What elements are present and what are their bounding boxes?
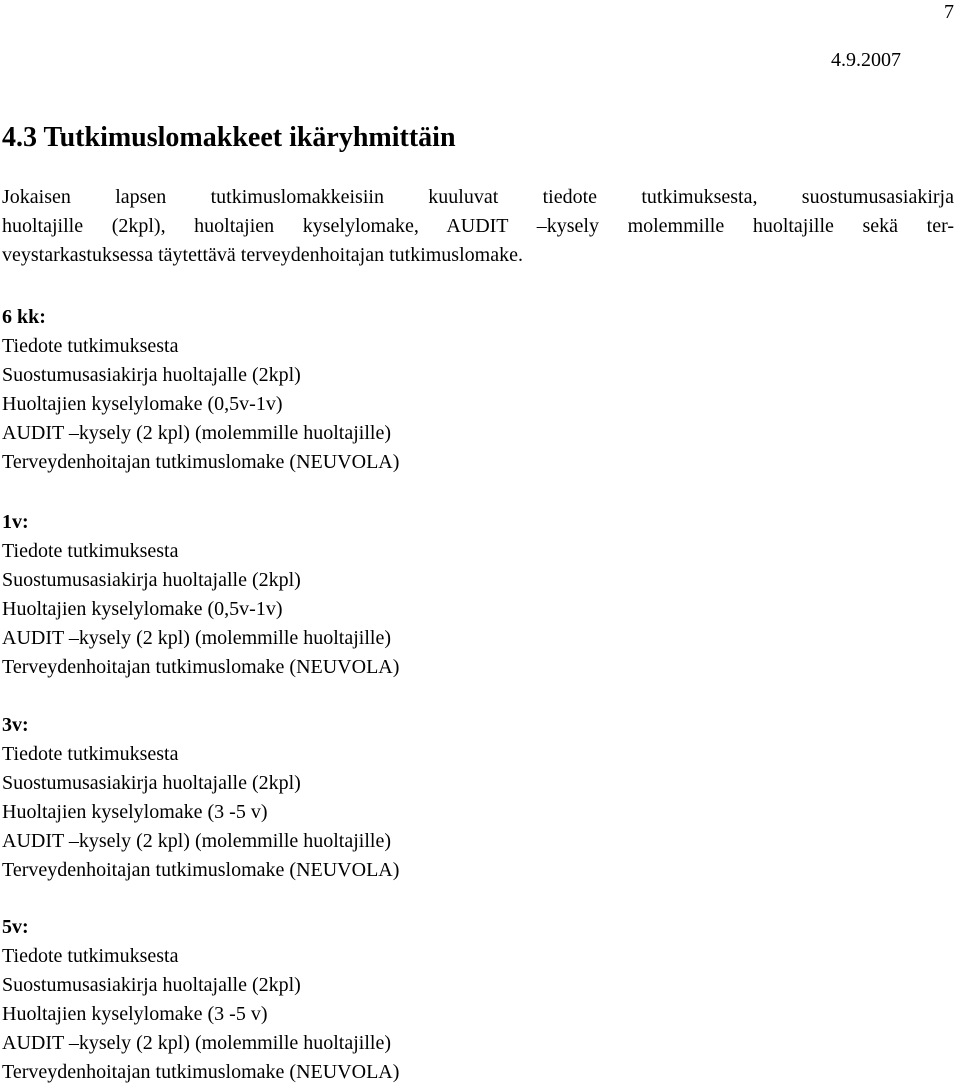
form-item: Terveydenhoitajan tutkimuslomake (NEUVOLA) bbox=[2, 859, 400, 881]
intro-line: veystarkastuksessa täytettävä terveydenhoitajan tutkimuslomake. bbox=[2, 244, 523, 266]
form-item: AUDIT –kysely (2 kpl) (molemmille huoltajille) bbox=[2, 422, 392, 444]
form-list bbox=[2, 332, 399, 477]
form-item: Huoltajien kyselylomake (3 -5 v) bbox=[2, 1003, 268, 1025]
form-item: Tiedote tutkimuksesta bbox=[2, 540, 179, 562]
form-item: Huoltajien kyselylomake (3 -5 v) bbox=[2, 801, 268, 823]
form-item: Tiedote tutkimuksesta bbox=[2, 945, 179, 967]
document-date: 4.9.2007 bbox=[831, 49, 901, 71]
form-item: Tiedote tutkimuksesta bbox=[2, 335, 179, 357]
intro-line: Jokaisen lapsen tutkimuslomakkeisiin kuuluvat tiedote tutkimuksesta, suostumusasiakirja bbox=[2, 186, 954, 208]
form-list bbox=[2, 537, 399, 682]
form-item: Terveydenhoitajan tutkimuslomake (NEUVOLA) bbox=[2, 451, 400, 473]
age-group-label: 3v: bbox=[2, 714, 29, 736]
form-list bbox=[2, 942, 399, 1087]
page-number: 7 bbox=[944, 1, 954, 23]
age-group-6kk bbox=[2, 303, 399, 477]
age-group-3v bbox=[2, 711, 399, 885]
age-group-label: 1v: bbox=[2, 511, 29, 533]
form-list bbox=[2, 740, 399, 885]
form-item: Terveydenhoitajan tutkimuslomake (NEUVOLA) bbox=[2, 1061, 400, 1083]
form-item: Suostumusasiakirja huoltajalle (2kpl) bbox=[2, 974, 301, 996]
age-group-5v bbox=[2, 913, 399, 1087]
form-item: Terveydenhoitajan tutkimuslomake (NEUVOLA) bbox=[2, 656, 400, 678]
intro-paragraph bbox=[2, 183, 954, 270]
form-item: Suostumusasiakirja huoltajalle (2kpl) bbox=[2, 569, 301, 591]
form-item: AUDIT –kysely (2 kpl) (molemmille huoltajille) bbox=[2, 1032, 392, 1054]
form-item: Huoltajien kyselylomake (0,5v-1v) bbox=[2, 598, 283, 620]
age-group-1v bbox=[2, 508, 399, 682]
form-item: Huoltajien kyselylomake (0,5v-1v) bbox=[2, 393, 283, 415]
age-group-label: 5v: bbox=[2, 916, 29, 938]
form-item: AUDIT –kysely (2 kpl) (molemmille huoltajille) bbox=[2, 830, 392, 852]
age-group-label: 6 kk: bbox=[2, 306, 46, 328]
form-item: Suostumusasiakirja huoltajalle (2kpl) bbox=[2, 364, 301, 386]
form-item: AUDIT –kysely (2 kpl) (molemmille huoltajille) bbox=[2, 627, 392, 649]
form-item: Suostumusasiakirja huoltajalle (2kpl) bbox=[2, 772, 301, 794]
form-item: Tiedote tutkimuksesta bbox=[2, 743, 179, 765]
intro-line: huoltajille (2kpl), huoltajien kyselylomake, AUDIT –kysely molemmille huoltajille sekä ter- bbox=[2, 215, 954, 237]
section-heading: 4.3 Tutkimuslomakkeet ikäryhmittäin bbox=[2, 122, 456, 153]
